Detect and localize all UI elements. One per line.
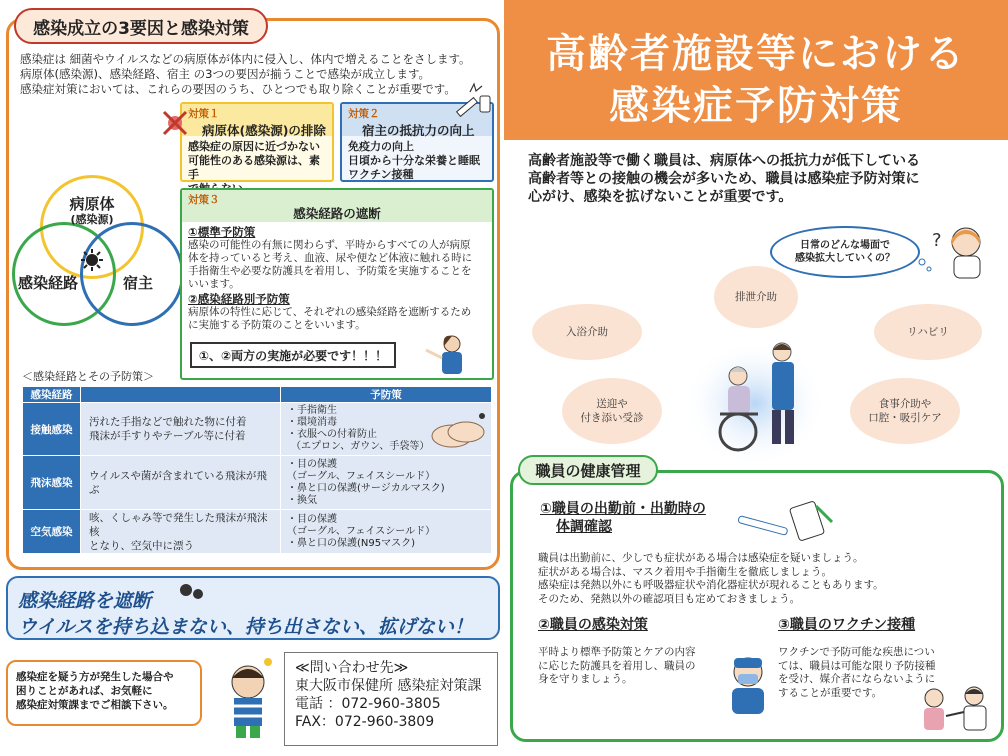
prev-line: （エプロン、ガウン、手袋等） (291, 441, 430, 452)
s2-line: 平時より標準予防策とケアの内容 (538, 646, 696, 658)
intro-text (20, 52, 490, 97)
table-header: 感染経路 (23, 387, 81, 403)
lead-line: 心がけ、感染を拡げないことが重要です。 (528, 189, 793, 205)
route-description (81, 403, 281, 456)
table-caption: ＜感染経路とその予防策＞ (22, 370, 154, 383)
desc-line: 飛沫が手すりやテーブル等に付着 (89, 430, 246, 442)
prev-line: ・衣服への付着防止 (287, 429, 377, 440)
both-required-callout: ①、②両方の実施が必要です！！！ (190, 342, 396, 368)
cm2-line: 日頃から十分な栄養と睡眠 (348, 154, 480, 167)
section1-heading-2: 体調確認 (556, 519, 612, 535)
cm1-title: 病原体(感染源)の排除 (202, 123, 326, 138)
cm3-line: 手指衛生や必要な防護具を着用し、予防策を実施することを (188, 265, 472, 277)
staff-health-title: 職員の健康管理 (518, 455, 658, 485)
intro-line: 病原体(感染源)、感染経路、宿主 の3つの要因が揃うことで感染が成立します。 (20, 67, 431, 81)
virus-icon (80, 248, 104, 272)
cm2-line: ワクチン接種 (348, 168, 414, 181)
route-description (81, 510, 281, 554)
prev-line: ・目の保護 (287, 458, 337, 470)
scene-line: 送迎や (596, 398, 628, 410)
thought-line: 感染拡大していくの？ (795, 253, 895, 264)
cm3-sub1: ①標準予防策 (188, 225, 256, 239)
s2-line: 身を守りましょう。 (538, 673, 633, 685)
thought-bubble (770, 226, 920, 278)
venn-label-host: 宿主 (122, 274, 153, 292)
handwashing-icon (426, 408, 490, 456)
nurse-pointing-icon (422, 332, 474, 376)
masked-staff-icon (724, 654, 772, 716)
contact-box (284, 652, 498, 746)
scene-meal (850, 378, 960, 444)
scene-line: 口腔・吸引ケア (868, 412, 942, 424)
route-description (81, 456, 281, 510)
title-line-2: 感染症予防対策 (609, 83, 903, 129)
left-section-title: 感染成立の3要因と感染対策 (14, 8, 268, 44)
section1-body (538, 552, 998, 606)
cm2-title: 宿主の抵抗力の向上 (362, 123, 475, 138)
cm1-line: 可能性のある感染源は、素手 (188, 154, 320, 181)
contact-phone: 電話 ：072-960-3805 (295, 696, 441, 712)
lead-line: 高齢者等との接触の機会が多いため、職員は感染症予防対策に (528, 171, 920, 187)
route-prevention (281, 456, 492, 510)
table-row (23, 510, 492, 554)
venn-pathogen-text: 病原体 (69, 195, 115, 213)
thinking-woman-icon (926, 216, 996, 280)
no-pathogen-icon (160, 108, 190, 138)
venn-pathogen-sub: (感染源) (70, 213, 114, 226)
section1-heading: ①職員の出勤前・出勤時の (540, 501, 706, 517)
scene-line: 付き添い受診 (580, 412, 644, 424)
s1-line: そのため、発熱以外の確認項目も定めておきましょう。 (538, 592, 801, 605)
desc-line: ウイルスや菌が含まれている飛沫が飛ぶ (89, 469, 267, 496)
slogan-box (6, 576, 500, 640)
table-row (23, 456, 492, 510)
vaccination-icon (916, 684, 996, 732)
prev-line: ・手指衛生 (287, 405, 337, 416)
cm3-title: 感染経路の遮断 (293, 206, 381, 221)
thermometer-clipboard-icon (736, 500, 836, 544)
s3-line: を受け、媒介者にならないように (778, 673, 936, 685)
cm2-line: 免疫力の向上 (348, 140, 414, 153)
scene-transport (562, 378, 662, 444)
vaccine-syringe-icon (452, 92, 492, 126)
prev-line: ・目の保護 (287, 513, 337, 525)
cm3-line: 感染の可能性の有無に関わらず、平時からすべての人が病原 (188, 239, 471, 251)
prev-line: （ゴーグル、フェイスシールド） (287, 525, 436, 537)
prev-line: ・鼻と口の保護(N95マスク) (287, 537, 416, 549)
s3-line: ては、職員は可能な限り予防接種 (778, 659, 936, 672)
route-name: 飛沫感染 (23, 456, 81, 510)
consult-line: 感染症対策課までご相談下さい。 (16, 699, 174, 711)
table-header-row (23, 387, 492, 403)
prev-line: ・環境消毒 (287, 417, 337, 428)
contact-fax: FAX：072-960-3809 (295, 714, 435, 730)
s1-line: 症状がある場合は、マスク着用や手指衛生を徹底しましょう。 (538, 565, 832, 578)
cm3-line: いいます。 (188, 278, 240, 290)
thought-line: 日常のどんな場面で (800, 240, 890, 251)
s1-line: 職員は出勤前に、少しでも症状がある場合は感染症を疑いましょう。 (538, 552, 864, 564)
scene-rehab: リハビリ (874, 304, 982, 360)
scene-excretion: 排泄介助 (714, 266, 798, 328)
scene-line: 食事介助や (878, 398, 932, 410)
table-header (81, 387, 281, 403)
consult-line: 困りことがあれば、お気軽に (16, 685, 153, 697)
table-row (23, 403, 492, 456)
route-name: 接触感染 (23, 403, 81, 456)
scene-bath: 入浴介助 (532, 304, 642, 360)
desc-line: 咳、くしゃみ等で発生した飛沫が飛沫核 (89, 511, 268, 538)
prev-line: ・鼻と口の保護(サージカルマスク) (287, 482, 445, 494)
prev-line: ・換気 (287, 494, 317, 506)
desc-line: となり、空気中に漂う (89, 539, 194, 552)
lead-line: 高齢者施設等で働く職員は、病原体への抵抗力が低下している (528, 153, 920, 169)
countermeasure-1-box (180, 102, 334, 182)
section2-body (538, 646, 728, 687)
route-table (22, 386, 492, 554)
title-line-1: 高齢者施設等における (546, 31, 966, 77)
cm3-line: 体を持っていると考え、血液、尿や便など体液に触れる時に (188, 252, 473, 264)
virus-pair-icon (176, 580, 208, 602)
cm1-line: 感染症の原因に近づかない (188, 140, 320, 153)
slogan-line-1: 感染経路を遮断 (18, 590, 152, 612)
route-prevention (281, 510, 492, 554)
venn-label-pathogen (62, 196, 122, 228)
consult-box (6, 660, 202, 726)
prev-line: （ゴーグル、フェイスシールド） (287, 470, 436, 482)
cm3-body (182, 222, 492, 336)
intro-line: 感染症は 細菌やウイルスなどの病原体が体内に侵入し、体内で増えることをさします。 (20, 52, 471, 66)
slogan-line-2: ウイルスを持ち込まない、持ち出さない、拡げない！ (18, 616, 473, 638)
caregiver-wheelchair-icon (680, 322, 830, 462)
s3-line: することが重要です。 (778, 686, 883, 699)
lead-text (528, 152, 998, 206)
section2-heading: ②職員の感染対策 (538, 617, 648, 633)
cm3-header (182, 190, 492, 222)
cm3-tag: 対策３ (188, 194, 220, 206)
right-header (504, 0, 1008, 140)
route-name: 空気感染 (23, 510, 81, 554)
cm2-tag: 対策２ (348, 108, 380, 120)
desc-line: 汚れた手指などで触れた物に付着 (89, 416, 247, 428)
cm2-body (342, 136, 492, 186)
svg-text:?: ? (932, 230, 942, 251)
section3-heading: ③職員のワクチン接種 (778, 617, 916, 633)
venn-label-route: 感染経路 (17, 274, 78, 292)
cm1-header (182, 104, 332, 136)
cm3-line: 病原体の特性に応じて、それぞれの感染経路を遮断するため (188, 306, 472, 318)
s2-line: に応じた防護具を着用し、職員の (538, 659, 696, 672)
table-header: 予防策 (281, 387, 492, 403)
intro-line: 感染症対策においては、これらの要因のうち、ひとつでも取り除くことが重要です。 (20, 82, 456, 96)
s1-line: 感染症は発熱以外にも呼吸器症状や消化器症状が現れることもあります。 (538, 579, 884, 591)
contact-heading: ≪問い合わせ先≫ (295, 660, 409, 676)
cm3-line: に実施する予防策のことをいいます。 (188, 319, 366, 331)
cm1-tag: 対策１ (188, 108, 220, 120)
contact-org: 東大阪市保健所 感染症対策課 (295, 678, 482, 694)
consult-line: 感染症を疑う方が発生した場合や (16, 671, 174, 683)
mascot-icon (218, 656, 278, 742)
cm3-sub2: ②感染経路別予防策 (188, 292, 290, 306)
s3-line: ワクチンで予防可能な疾患につい (778, 646, 935, 658)
